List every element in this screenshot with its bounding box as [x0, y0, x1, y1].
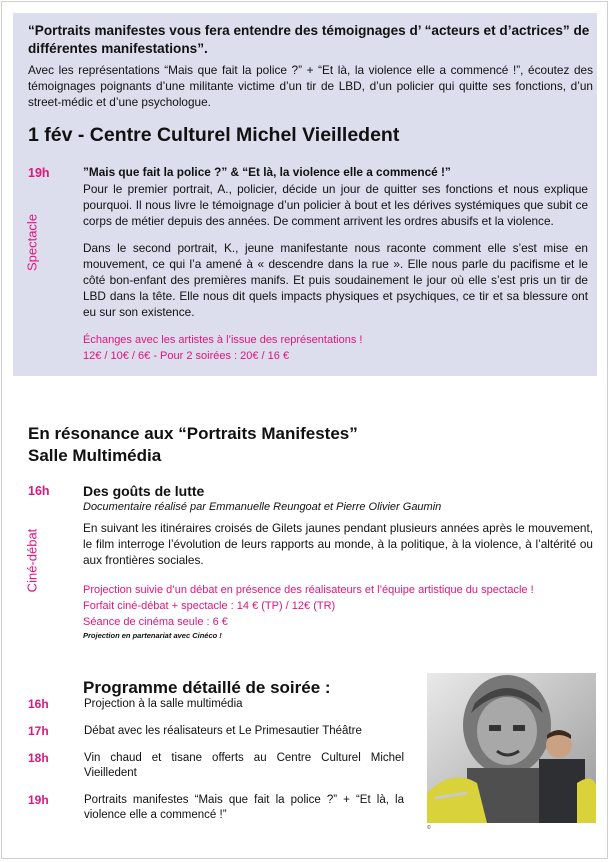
- resonance-title-2: Salle Multimédia: [28, 446, 162, 465]
- doc-credit: Documentaire réalisé par Emmanuelle Reungoat et Pierre Olivier Gaumin: [83, 501, 442, 513]
- program-row-time: 18h: [28, 751, 49, 765]
- program-row-time: 19h: [28, 793, 49, 807]
- program-title: Programme détaillé de soirée :: [83, 678, 331, 697]
- intro-text: Avec les représentations “Mais que fait la police ?” + “Et là, la violence elle a commencé !”, écoutez des témoignages poignants d’une militante victime d’un tir de LBD, d’un policier qui quitte ses fonctions, d’un street-médic et d’une psychologue.: [28, 63, 593, 109]
- program-row: [28, 697, 398, 713]
- event-category: Spectacle: [24, 213, 40, 272]
- program-row-text: Projection à la salle multimédia: [84, 698, 243, 710]
- doc-pink-1: Projection suivie d’un débat en présence des réalisateurs et l’équipe artistique du spectacle !: [83, 584, 534, 596]
- event-para-2: Dans le second portrait, K., jeune manifestante nous raconte comment elle s’est mise en mouvement, ce qui l’a amené à « descendre dans la rue ». Elle nous parle du pacifisme et le côté bon-enfant des premières manifs. Et puis soudainement le jour où elle s’est pris un tir de LBD dans la tête. Elle nous dit quels impacts physiques et psychiques, ce tir et sa blessure ont eu sur son existence.: [83, 241, 588, 319]
- doc-pink-2: Forfait ciné-débat + spectacle : 14 € (TP) / 12€ (TR): [83, 600, 336, 612]
- event-time: 19h: [28, 166, 50, 180]
- doc-pink-3: Séance de cinéma seule : 6 €: [83, 616, 228, 628]
- program-row-text: Vin chaud et tisane offerts au Centre Culturel Michel Vieilledent: [84, 752, 404, 779]
- doc-partner: Projection en partenariat avec Cinéco !: [83, 631, 222, 640]
- event-prices: 12€ / 10€ / 6€ - Pour 2 soirées : 20€ / 16 €: [83, 350, 290, 362]
- photo-caption: ©: [427, 825, 431, 831]
- program-row-time: 17h: [28, 724, 49, 738]
- resonance-time: 16h: [28, 484, 50, 498]
- program-row: [28, 724, 398, 740]
- program-row: [28, 751, 404, 783]
- resonance-title-1: En résonance aux “Portraits Manifestes”: [28, 424, 358, 443]
- doc-text: En suivant les itinéraires croisés de Gilets jaunes pendant plusieurs années après le mouvement, le film interroge l’évolution de leurs rapports au monde, à la politique, à la violence, à l’altérité ou aux frontières sociales.: [83, 521, 593, 567]
- intro-title: “Portraits manifestes vous fera entendre des témoignages d’ “acteurs et d’actrices” de différentes manifestations”.: [28, 23, 590, 56]
- doc-title: Des goûts de lutte: [83, 483, 205, 499]
- event-title: 1 fév - Centre Culturel Michel Vieilledent: [28, 124, 400, 146]
- program-row-time: 16h: [28, 697, 49, 711]
- event-para-1: Pour le premier portrait, A., policier, décide un jour de quitter ses fonctions et nous explique pourquoi. Il nous livre le témoignage d’un policier à bout et les dérives systémiques que subit ce corps de métier depuis des années. De comment arrivent les ordres abusifs et la violence.: [83, 182, 588, 228]
- event-photo: [427, 673, 596, 823]
- program-row-text: Débat avec les réalisateurs et Le Primesautier Théâtre: [84, 725, 362, 737]
- resonance-category: Ciné-débat: [24, 528, 40, 593]
- event-exchange: Échanges avec les artistes à l’issue des représentations !: [83, 334, 363, 346]
- show-title: ”Mais que fait la police ?” & “Et là, la violence elle a commencé !”: [83, 165, 451, 179]
- program-row-text: Portraits manifestes “Mais que fait la police ?” + “Et là, la violence elle a commencé !”: [84, 794, 404, 821]
- program-row: [28, 793, 404, 825]
